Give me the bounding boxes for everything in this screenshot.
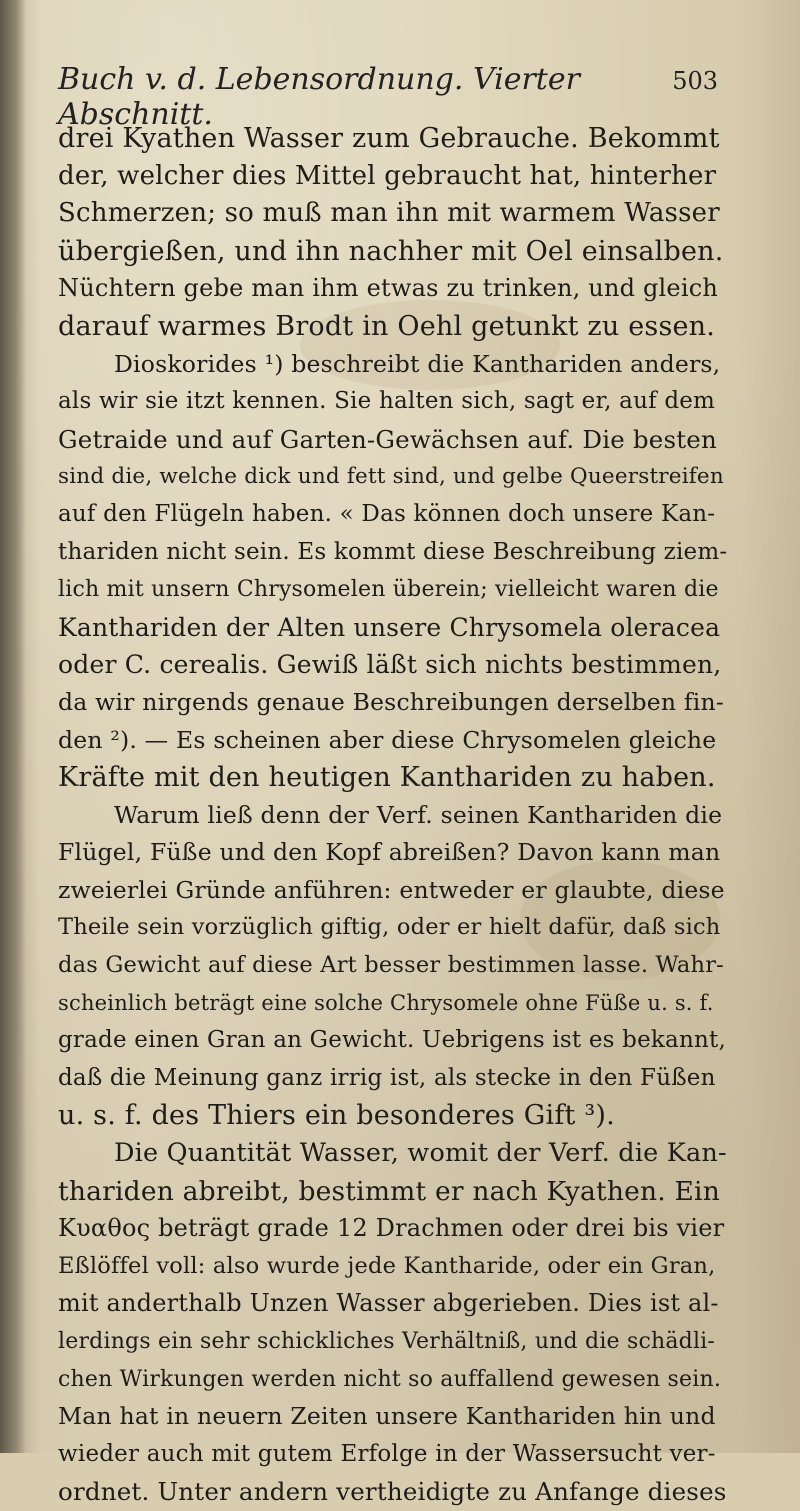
text-line: Warum ließ denn der Verf. seinen Kanthariden die <box>114 800 723 829</box>
text-line: auf den Flügeln haben. « Das können doch unsere Kan- <box>58 500 716 527</box>
text-line: grade einen Gran an Gewicht. Uebrigens ist es bekannt, <box>58 1027 726 1054</box>
text-line: Kräfte mit den heutigen Kanthariden zu haben. <box>58 762 716 794</box>
running-title: Buch v. d. Lebensordnung. Vierter Abschnitt. <box>58 62 580 132</box>
text-line: wieder auch mit gutem Erfolge in der Wassersucht ver- <box>58 1440 716 1467</box>
text-line: lerdings ein sehr schickliches Verhältniß, und die schädli- <box>58 1329 716 1354</box>
running-header <box>58 62 718 132</box>
text-line: Eßlöffel voll: also wurde jede Kantharide, oder ein Gran, <box>58 1252 716 1279</box>
text-line: übergießen, und ihn nachher mit Oel einsalben. <box>58 235 724 267</box>
text-line: Schmerzen; so muß man ihn mit warmem Wasser <box>58 198 720 229</box>
text-line: u. s. f. des Thiers ein besonderes Gift ³). <box>58 1100 615 1132</box>
text-line: scheinlich beträgt eine solche Chrysomele ohne Füße u. s. f. <box>58 990 714 1015</box>
text-line: als wir sie itzt kennen. Sie halten sich, sagt er, auf dem <box>58 388 716 415</box>
text-line: mit anderthalb Unzen Wasser abgerieben. Dies ist al- <box>58 1289 719 1318</box>
text-line: den ²). — Es scheinen aber diese Chrysomelen gleiche <box>58 725 717 754</box>
text-line: das Gewicht auf diese Art besser bestimmen lasse. Wahr- <box>58 952 724 979</box>
text-line: da wir nirgends genaue Beschreibungen derselben fin- <box>58 687 724 716</box>
text-line: lich mit unsern Chrysomelen überein; vielleicht waren die <box>58 577 719 603</box>
text-line: daß die Meinung ganz irrig ist, als stecke in den Füßen <box>58 1064 716 1091</box>
text-line: Die Quantität Wasser, womit der Verf. die Kan- <box>114 1138 727 1169</box>
text-line: Κυαθος beträgt grade 12 Drachmen oder drei bis vier <box>58 1214 725 1243</box>
text-line: thariden nicht sein. Es kommt diese Beschreibung ziem- <box>58 538 728 565</box>
text-line: zweierlei Gründe anführen: entweder er glaubte, diese <box>58 875 725 904</box>
text-line: sind die, welche dick und fett sind, und gelbe Queerstreifen <box>58 464 724 490</box>
text-line: oder C. cerealis. Gewiß läßt sich nichts bestimmen, <box>58 650 722 680</box>
text-line: darauf warmes Brodt in Oehl getunkt zu essen. <box>58 310 716 342</box>
text-line: Flügel, Füße und den Kopf abreißen? Davon kann man <box>58 838 721 867</box>
text-line: ordnet. Unter andern vertheidigte zu Anfange dieses <box>58 1477 727 1507</box>
text-line: drei Kyathen Wasser zum Gebrauche. Bekommt <box>58 123 720 154</box>
page-number: 503 <box>672 67 718 95</box>
text-line: Dioskorides ¹) beschreibt die Kanthariden anders, <box>114 349 721 378</box>
text-line: thariden abreibt, bestimmt er nach Kyathen. Ein <box>58 1175 720 1207</box>
text-line: Man hat in neuern Zeiten unsere Kanthariden hin und <box>58 1402 716 1431</box>
text-line: Nüchtern gebe man ihm etwas zu trinken, und gleich <box>58 274 719 303</box>
text-line: Theile sein vorzüglich giftig, oder er hielt dafür, daß sich <box>58 914 721 941</box>
book-spine-shadow <box>0 0 26 1453</box>
text-line: der, welcher dies Mittel gebraucht hat, hinterher <box>58 160 717 191</box>
body-text <box>58 120 728 1511</box>
text-line: Getraide und auf Garten-Gewächsen auf. Die besten <box>58 424 717 454</box>
text-line: Kanthariden der Alten unsere Chrysomela oleracea <box>58 612 721 642</box>
text-line: chen Wirkungen werden nicht so auffallend gewesen sein. <box>58 1366 722 1392</box>
